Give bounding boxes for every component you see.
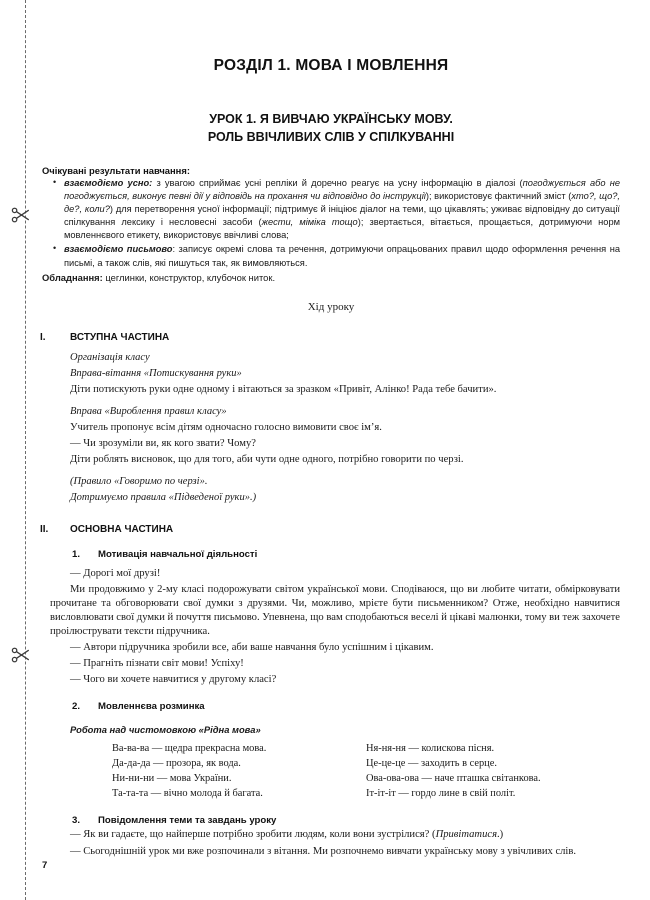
motivation-dash-text-2: — Прагніть пізнати світ мови! Успіху! <box>70 658 244 670</box>
outcome-item-written <box>42 243 620 269</box>
greeting-exercise-title: Вправа-вітання «Потискування руки» <box>70 368 242 380</box>
subsection-3-number: 3. <box>72 815 81 827</box>
outcome-italic-1: погоджується або не погоджується, виконує певні дії у відповідь на прохання чи відповідно до інструкції <box>64 177 620 201</box>
part-one-heading <box>42 313 620 343</box>
subsection-3-title: Повідомлення теми та завдань уроку <box>98 815 277 827</box>
subsection-2-heading <box>42 687 620 712</box>
equipment-value: цеглинки, конструктор, клубочок ниток. <box>102 271 276 283</box>
outcome-text-3: ) для перетворення усної інформації; підтримує й ініціює діалог на теми, що цікавлять; уживає відповідну до ситуації спілкування лексику і несловесні засоби ( <box>64 203 620 228</box>
lesson-flow-heading: Хід уроку <box>307 301 355 314</box>
tongue-twister-columns <box>42 735 620 801</box>
subsection-1-heading <box>42 535 620 560</box>
motivation-dash-text-1: — Автори підручника зробили все, аби ваше навчання було успішним і цікавим. <box>70 642 434 654</box>
part-two-title: ОСНОВНА ЧАСТИНА <box>70 523 174 535</box>
subsection-2-title: Мовленнєва розминка <box>98 701 205 713</box>
tongue-twister-line: Ова-ова-ова — наче пташка світанкова. <box>366 772 541 784</box>
rules-exercise-title: Вправа «Вироблення правил класу» <box>70 405 227 417</box>
tongue-twister-line: Ва-ва-ва — щедра прекрасна мова. <box>112 743 267 755</box>
subsection-1-title: Мотивація навчальної діяльності <box>98 548 258 560</box>
outcome-italic-3: жести, міміка тощо <box>261 217 358 228</box>
outcome-italic-2: хто?, що?, де?, коли? <box>64 190 620 214</box>
motivation-dash-line-3 <box>42 671 620 687</box>
lesson-title-line-2: РОЛЬ ВВІЧЛИВИХ СЛІВ У СПІЛКУВАННІ <box>207 129 455 144</box>
topic-dash-text-2: — Сьогоднішній урок ми вже розпочинали з вітання. Ми розпочнемо вивчати українську мову з увічливих слів. <box>70 845 577 857</box>
part-one-title: ВСТУПНА ЧАСТИНА <box>70 332 170 344</box>
rules-exercise-question: — Чи зрозуміли ви, як кого звати? Чому? <box>70 437 256 449</box>
motivation-dash-line-2 <box>42 655 620 671</box>
part-two-heading <box>42 505 620 535</box>
tongue-twister-right-column <box>366 742 620 801</box>
equipment-label: Обладнання: <box>42 271 103 283</box>
topic-dash-text-1b: .) <box>497 829 504 841</box>
page-number: 7 <box>42 860 48 871</box>
outcome-written-text: : записує окремі слова та речення, дотримуючи опрацьованих правил щодо оформлення речення на письмі, а також слів, які пишуться так, як вимовляються. <box>64 244 620 268</box>
outcome-text-4: ); звертається, вітається, прощається, дотримуючи норм мовленнєвого етикету, використовує ввічливі слова; <box>64 217 621 241</box>
tongue-twister-line: Та-та-та — вічно молода й багата. <box>112 787 263 799</box>
subsection-1-number: 1. <box>72 548 81 560</box>
tongue-twister-left-column <box>112 742 366 801</box>
rule-note-line-2: Дотримуємо правила «Підведеної руки».) <box>70 491 257 503</box>
part-two-roman: II. <box>40 523 49 535</box>
outcome-label-written: взаємодіємо письмово <box>64 244 173 255</box>
rules-exercise-text-2: Діти роблять висновок, що для того, аби чути одне одного, потрібно говорити по черзі. <box>70 453 464 465</box>
outcome-text-2: ); використовує фактичний зміст ( <box>425 190 572 201</box>
tongue-twister-line: Ня-ня-ня — колискова пісня. <box>366 743 495 755</box>
lesson-title <box>42 75 620 147</box>
subsection-2-number: 2. <box>72 701 81 713</box>
rules-exercise-text-1: Учитель пропонує всім дітям одночасно голосно вимовити своє ім’я. <box>70 421 382 433</box>
tongue-twister-line: Іт-іт-іт — гордо лине в свій політ. <box>366 787 516 799</box>
rule-note-line-1: (Правило «Говоримо по черзі». <box>70 476 208 488</box>
expected-outcomes-list <box>42 177 620 270</box>
topic-dash-line-1 <box>42 826 620 842</box>
subsection-3-heading <box>42 801 620 826</box>
chapter-title: РОЗДІЛ 1. МОВА І МОВЛЕННЯ <box>213 57 449 74</box>
topic-dash-italic: Привітатися <box>435 829 497 841</box>
greeting-exercise-text: Діти потискують руки одне одному і вітаються за зразком «Привіт, Алінко! Рада тебе бачити». <box>70 383 497 395</box>
outcome-text-1: з увагою сприймає усні репліки й доречно реагує на усну інформацію в діалозі ( <box>152 177 523 188</box>
outcome-label-oral: взаємодіємо усно: <box>64 177 153 188</box>
expected-outcomes-heading: Очікувані результати навчання: <box>42 164 190 176</box>
part-one-roman: I. <box>40 332 46 344</box>
equipment-line <box>42 270 620 284</box>
topic-dash-text-1a: — Як ви гадаєте, що найперше потрібно зробити людям, коли вони зустрілися? ( <box>70 829 436 841</box>
tongue-twister-line: Ни-ни-ни — мова України. <box>112 772 232 784</box>
motivation-dash-line-1 <box>42 639 620 655</box>
motivation-greeting-line: — Дорогі мої друзі! <box>70 567 161 579</box>
outcome-item-oral <box>42 177 620 243</box>
tongue-twister-line: Це-це-це — заходить в серце. <box>366 758 497 770</box>
tongue-twister-work-title: Робота над чистомовкою «Рідна мова» <box>70 724 261 736</box>
motivation-dash-text-3: — Чого ви хочете навчитися у другому класі? <box>70 674 277 686</box>
lesson-title-line-1: УРОК 1. Я ВИВЧАЮ УКРАЇНСЬКУ МОВУ. <box>209 112 453 126</box>
motivation-paragraph: Ми продовжимо у 2-му класі подорожувати світом української мови. Сподіваюся, що ви любите читати, обмірковувати прочитане та обговорювати свої думки з друзями. Чи, можливо, мрієте бути письменником? Отже, необхідно навчитися висловлювати свої думки й почуття письмово. Упевнена, що вам сподобаються веселі й цікаві малюнки, тому ви теж захочете проілюструвати тексти підручника. <box>50 583 620 638</box>
tongue-twister-line: Да-да-да — прозора, як вода. <box>112 758 241 770</box>
class-organisation-line: Організація класу <box>70 352 150 364</box>
topic-dash-line-2 <box>42 843 620 859</box>
